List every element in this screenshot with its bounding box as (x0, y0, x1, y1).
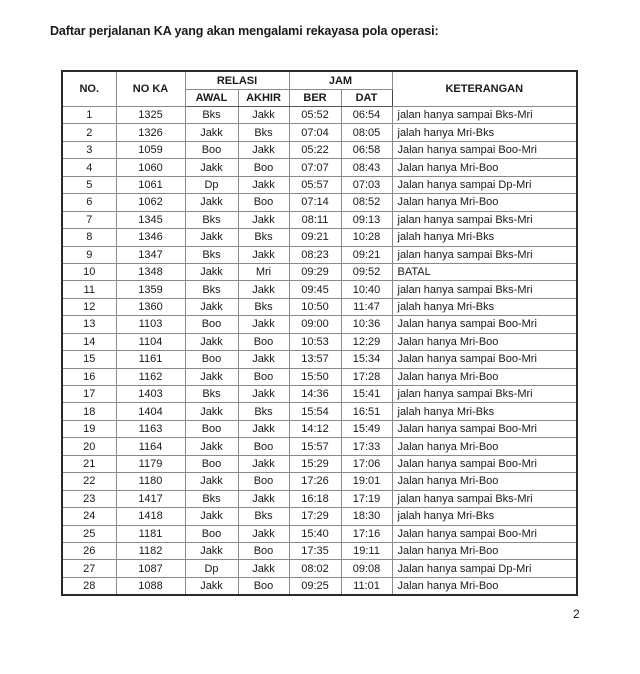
cell-no: 14 (62, 333, 116, 350)
cell-keterangan: Jalan hanya sampai Dp-Mri (392, 560, 577, 577)
cell-awal: Bks (185, 386, 238, 403)
cell-no: 16 (62, 368, 116, 385)
table-row (62, 141, 577, 158)
cell-no-ka: 1163 (116, 420, 185, 437)
cell-awal: Boo (185, 141, 238, 158)
cell-keterangan: Jalan hanya sampai Dp-Mri (392, 176, 577, 193)
cell-ber: 14:12 (289, 420, 341, 437)
cell-no: 13 (62, 316, 116, 333)
cell-ber: 07:04 (289, 124, 341, 141)
cell-no-ka: 1348 (116, 263, 185, 280)
cell-no: 1 (62, 107, 116, 124)
cell-ber: 15:57 (289, 438, 341, 455)
cell-ber: 07:07 (289, 159, 341, 176)
cell-no: 20 (62, 438, 116, 455)
cell-no-ka: 1161 (116, 351, 185, 368)
cell-keterangan: BATAL (392, 263, 577, 280)
cell-ber: 09:45 (289, 281, 341, 298)
cell-ber: 08:11 (289, 211, 341, 228)
cell-dat: 19:11 (341, 542, 392, 559)
cell-keterangan: Jalan hanya sampai Boo-Mri (392, 455, 577, 472)
cell-akhir: Jakk (238, 490, 289, 507)
cell-ber: 15:40 (289, 525, 341, 542)
cell-awal: Jakk (185, 333, 238, 350)
cell-awal: Jakk (185, 403, 238, 420)
cell-no-ka: 1346 (116, 229, 185, 246)
table-row (62, 577, 577, 595)
cell-no: 27 (62, 560, 116, 577)
cell-akhir: Jakk (238, 420, 289, 437)
cell-akhir: Mri (238, 263, 289, 280)
table-row (62, 420, 577, 437)
cell-dat: 06:58 (341, 141, 392, 158)
cell-awal: Boo (185, 525, 238, 542)
cell-awal: Boo (185, 420, 238, 437)
cell-awal: Jakk (185, 298, 238, 315)
cell-no: 28 (62, 577, 116, 595)
cell-no: 23 (62, 490, 116, 507)
train-schedule-table (61, 70, 578, 596)
cell-ber: 09:29 (289, 263, 341, 280)
cell-keterangan: Jalan hanya Mri-Boo (392, 473, 577, 490)
table-row (62, 508, 577, 525)
cell-ber: 15:29 (289, 455, 341, 472)
cell-no: 17 (62, 386, 116, 403)
cell-ber: 14:36 (289, 386, 341, 403)
cell-akhir: Boo (238, 368, 289, 385)
cell-no: 15 (62, 351, 116, 368)
cell-akhir: Boo (238, 159, 289, 176)
header-jam: JAM (289, 71, 392, 90)
cell-keterangan: Jalan hanya sampai Boo-Mri (392, 525, 577, 542)
cell-akhir: Boo (238, 577, 289, 595)
cell-akhir: Jakk (238, 316, 289, 333)
cell-keterangan: Jalan hanya Mri-Boo (392, 159, 577, 176)
cell-keterangan: Jalan hanya sampai Boo-Mri (392, 420, 577, 437)
cell-no-ka: 1325 (116, 107, 185, 124)
cell-dat: 12:29 (341, 333, 392, 350)
cell-no: 25 (62, 525, 116, 542)
cell-akhir: Boo (238, 438, 289, 455)
cell-akhir: Jakk (238, 176, 289, 193)
cell-awal: Bks (185, 211, 238, 228)
cell-dat: 09:21 (341, 246, 392, 263)
cell-no: 12 (62, 298, 116, 315)
cell-ber: 05:52 (289, 107, 341, 124)
cell-akhir: Bks (238, 508, 289, 525)
table-row (62, 263, 577, 280)
cell-ber: 17:26 (289, 473, 341, 490)
cell-keterangan: jalan hanya sampai Bks-Mri (392, 246, 577, 263)
table-row (62, 333, 577, 350)
cell-akhir: Jakk (238, 560, 289, 577)
cell-ber: 05:22 (289, 141, 341, 158)
table-row (62, 386, 577, 403)
cell-no-ka: 1059 (116, 141, 185, 158)
cell-no: 5 (62, 176, 116, 193)
cell-ber: 08:23 (289, 246, 341, 263)
cell-no-ka: 1345 (116, 211, 185, 228)
header-dat: DAT (341, 90, 392, 107)
table-row (62, 490, 577, 507)
table-row (62, 211, 577, 228)
cell-no-ka: 1360 (116, 298, 185, 315)
cell-dat: 17:16 (341, 525, 392, 542)
cell-dat: 09:08 (341, 560, 392, 577)
cell-keterangan: jalah hanya Mri-Bks (392, 403, 577, 420)
cell-dat: 10:40 (341, 281, 392, 298)
table-row (62, 560, 577, 577)
cell-no-ka: 1164 (116, 438, 185, 455)
header-akhir: AKHIR (238, 90, 289, 107)
cell-keterangan: jalan hanya sampai Bks-Mri (392, 281, 577, 298)
cell-awal: Dp (185, 560, 238, 577)
table-row (62, 473, 577, 490)
cell-no-ka: 1060 (116, 159, 185, 176)
table-row (62, 159, 577, 176)
table-row (62, 316, 577, 333)
cell-no-ka: 1404 (116, 403, 185, 420)
table-row (62, 229, 577, 246)
cell-no: 8 (62, 229, 116, 246)
cell-keterangan: jalan hanya sampai Bks-Mri (392, 211, 577, 228)
cell-no-ka: 1088 (116, 577, 185, 595)
cell-keterangan: jalah hanya Mri-Bks (392, 298, 577, 315)
cell-no: 7 (62, 211, 116, 228)
cell-no-ka: 1182 (116, 542, 185, 559)
cell-dat: 17:06 (341, 455, 392, 472)
cell-no: 22 (62, 473, 116, 490)
cell-dat: 17:33 (341, 438, 392, 455)
cell-dat: 09:52 (341, 263, 392, 280)
cell-keterangan: Jalan hanya sampai Boo-Mri (392, 351, 577, 368)
table-row (62, 542, 577, 559)
table-row (62, 107, 577, 124)
table-row (62, 438, 577, 455)
cell-no-ka: 1162 (116, 368, 185, 385)
cell-keterangan: Jalan hanya Mri-Boo (392, 577, 577, 595)
cell-akhir: Bks (238, 403, 289, 420)
header-no-ka: NO KA (116, 71, 185, 107)
cell-dat: 11:47 (341, 298, 392, 315)
cell-ber: 09:25 (289, 577, 341, 595)
cell-no-ka: 1104 (116, 333, 185, 350)
table-body (62, 107, 577, 596)
table-row (62, 194, 577, 211)
cell-dat: 07:03 (341, 176, 392, 193)
cell-akhir: Jakk (238, 107, 289, 124)
cell-dat: 08:52 (341, 194, 392, 211)
cell-akhir: Jakk (238, 246, 289, 263)
cell-awal: Jakk (185, 542, 238, 559)
header-relasi: RELASI (185, 71, 289, 90)
cell-no-ka: 1418 (116, 508, 185, 525)
header-keterangan: KETERANGAN (392, 71, 577, 107)
cell-no: 21 (62, 455, 116, 472)
cell-keterangan: Jalan hanya Mri-Boo (392, 438, 577, 455)
cell-akhir: Bks (238, 229, 289, 246)
cell-awal: Jakk (185, 438, 238, 455)
cell-no: 26 (62, 542, 116, 559)
cell-ber: 16:18 (289, 490, 341, 507)
cell-akhir: Boo (238, 333, 289, 350)
cell-awal: Jakk (185, 159, 238, 176)
cell-akhir: Jakk (238, 386, 289, 403)
cell-akhir: Bks (238, 124, 289, 141)
table-row (62, 455, 577, 472)
cell-awal: Jakk (185, 263, 238, 280)
cell-dat: 19:01 (341, 473, 392, 490)
header-ber: BER (289, 90, 341, 107)
cell-awal: Boo (185, 351, 238, 368)
cell-keterangan: jalan hanya sampai Bks-Mri (392, 490, 577, 507)
cell-no: 2 (62, 124, 116, 141)
cell-ber: 10:50 (289, 298, 341, 315)
cell-akhir: Jakk (238, 455, 289, 472)
cell-ber: 07:14 (289, 194, 341, 211)
document-title: Daftar perjalanan KA yang akan mengalami rekayasa pola operasi: (50, 24, 439, 38)
cell-keterangan: Jalan hanya Mri-Boo (392, 194, 577, 211)
cell-awal: Jakk (185, 229, 238, 246)
cell-akhir: Boo (238, 542, 289, 559)
cell-no: 24 (62, 508, 116, 525)
cell-awal: Bks (185, 246, 238, 263)
cell-akhir: Boo (238, 473, 289, 490)
cell-awal: Boo (185, 455, 238, 472)
cell-akhir: Bks (238, 298, 289, 315)
cell-ber: 05:57 (289, 176, 341, 193)
table-row (62, 368, 577, 385)
cell-dat: 16:51 (341, 403, 392, 420)
cell-ber: 13:57 (289, 351, 341, 368)
cell-ber: 08:02 (289, 560, 341, 577)
cell-keterangan: Jalan hanya Mri-Boo (392, 368, 577, 385)
cell-no-ka: 1179 (116, 455, 185, 472)
cell-dat: 10:28 (341, 229, 392, 246)
table-row (62, 351, 577, 368)
cell-keterangan: jalan hanya sampai Bks-Mri (392, 107, 577, 124)
cell-ber: 17:29 (289, 508, 341, 525)
cell-awal: Jakk (185, 577, 238, 595)
cell-awal: Jakk (185, 508, 238, 525)
table-row (62, 176, 577, 193)
cell-dat: 06:54 (341, 107, 392, 124)
cell-no: 19 (62, 420, 116, 437)
cell-ber: 15:54 (289, 403, 341, 420)
cell-awal: Jakk (185, 368, 238, 385)
table-row (62, 246, 577, 263)
cell-awal: Jakk (185, 124, 238, 141)
cell-dat: 10:36 (341, 316, 392, 333)
cell-ber: 09:21 (289, 229, 341, 246)
cell-ber: 15:50 (289, 368, 341, 385)
cell-akhir: Jakk (238, 281, 289, 298)
cell-no-ka: 1103 (116, 316, 185, 333)
cell-ber: 09:00 (289, 316, 341, 333)
cell-dat: 15:41 (341, 386, 392, 403)
cell-no: 18 (62, 403, 116, 420)
cell-dat: 08:05 (341, 124, 392, 141)
cell-akhir: Jakk (238, 351, 289, 368)
cell-akhir: Jakk (238, 525, 289, 542)
cell-no-ka: 1417 (116, 490, 185, 507)
cell-no: 11 (62, 281, 116, 298)
cell-awal: Boo (185, 316, 238, 333)
cell-awal: Bks (185, 281, 238, 298)
cell-keterangan: Jalan hanya sampai Boo-Mri (392, 141, 577, 158)
table-row (62, 124, 577, 141)
cell-dat: 15:34 (341, 351, 392, 368)
cell-no-ka: 1326 (116, 124, 185, 141)
cell-keterangan: jalan hanya sampai Bks-Mri (392, 386, 577, 403)
cell-dat: 08:43 (341, 159, 392, 176)
cell-dat: 09:13 (341, 211, 392, 228)
cell-dat: 18:30 (341, 508, 392, 525)
cell-awal: Jakk (185, 194, 238, 211)
cell-no-ka: 1062 (116, 194, 185, 211)
cell-dat: 17:28 (341, 368, 392, 385)
cell-no-ka: 1087 (116, 560, 185, 577)
cell-awal: Bks (185, 490, 238, 507)
cell-keterangan: Jalan hanya Mri-Boo (392, 333, 577, 350)
cell-awal: Dp (185, 176, 238, 193)
cell-ber: 17:35 (289, 542, 341, 559)
page-number: 2 (573, 607, 580, 621)
cell-no-ka: 1181 (116, 525, 185, 542)
cell-akhir: Jakk (238, 211, 289, 228)
cell-keterangan: jalah hanya Mri-Bks (392, 229, 577, 246)
cell-keterangan: Jalan hanya sampai Boo-Mri (392, 316, 577, 333)
cell-keterangan: jalah hanya Mri-Bks (392, 508, 577, 525)
cell-keterangan: Jalan hanya Mri-Boo (392, 542, 577, 559)
cell-no-ka: 1347 (116, 246, 185, 263)
cell-no-ka: 1403 (116, 386, 185, 403)
cell-no: 4 (62, 159, 116, 176)
cell-awal: Bks (185, 107, 238, 124)
cell-dat: 15:49 (341, 420, 392, 437)
cell-ber: 10:53 (289, 333, 341, 350)
table-row (62, 403, 577, 420)
cell-dat: 11:01 (341, 577, 392, 595)
cell-no-ka: 1359 (116, 281, 185, 298)
cell-no: 6 (62, 194, 116, 211)
cell-akhir: Boo (238, 194, 289, 211)
header-no: NO. (62, 71, 116, 107)
cell-no: 10 (62, 263, 116, 280)
table-header (62, 71, 577, 107)
cell-no: 3 (62, 141, 116, 158)
cell-awal: Jakk (185, 473, 238, 490)
cell-dat: 17:19 (341, 490, 392, 507)
header-awal: AWAL (185, 90, 238, 107)
cell-no-ka: 1180 (116, 473, 185, 490)
cell-keterangan: jalah hanya Mri-Bks (392, 124, 577, 141)
cell-no-ka: 1061 (116, 176, 185, 193)
table-row (62, 281, 577, 298)
cell-akhir: Jakk (238, 141, 289, 158)
table-row (62, 298, 577, 315)
table-row (62, 525, 577, 542)
cell-no: 9 (62, 246, 116, 263)
